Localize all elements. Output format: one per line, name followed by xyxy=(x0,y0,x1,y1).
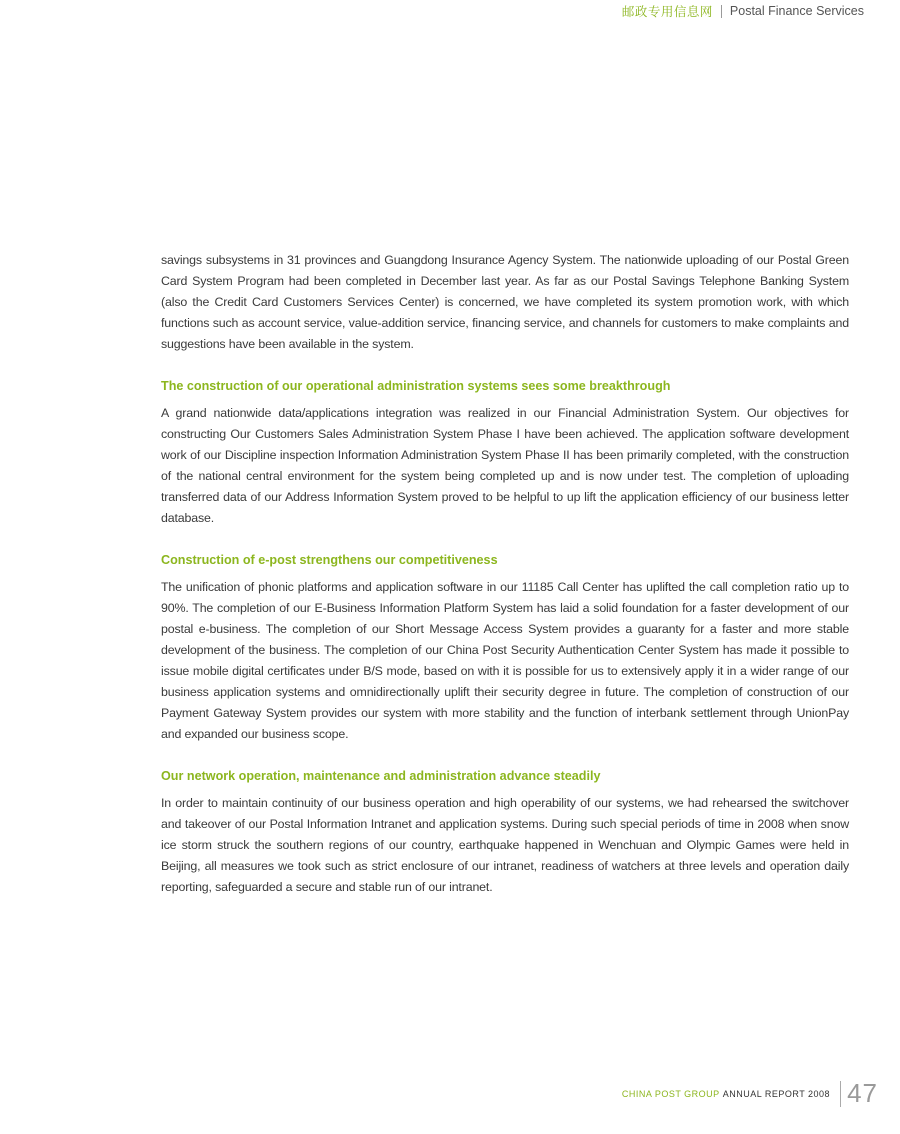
footer-report-title: ANNUAL REPORT 2008 xyxy=(722,1088,831,1099)
section-paragraph-network-operation: In order to maintain continuity of our business operation and high operability of our systems, we had rehearsed the switchover and takeover of our Postal Information Intranet and application systems. During such special periods of time in 2008 when snow ice storm struck the southern regions of our country, earthquake happened in Wenchuan and Olympic Games were held in Beijing, all measures we took such as strict enclosure of our intranet, readiness of watchers at three levels and operation daily reporting, safeguarded a secure and stable run of our intranet. xyxy=(161,796,849,894)
header-divider xyxy=(721,5,722,18)
section-heading-e-post: Construction of e-post strengthens our competitiveness xyxy=(161,553,498,567)
page-number: 47 xyxy=(847,1078,878,1108)
section-heading-operational-admin: The construction of our operational administration systems sees some breakthrough xyxy=(161,379,671,393)
section-heading-network-operation: Our network operation, maintenance and administration advance steadily xyxy=(161,769,601,783)
footer-organization: CHINA POST GROUP xyxy=(621,1088,720,1099)
footer-divider xyxy=(840,1081,841,1107)
intro-paragraph: savings subsystems in 31 provinces and Guangdong Insurance Agency System. The nationwide uploading of our Postal Green Card System Program had been completed in December last year. As far as our Postal Savings Telephone Banking System (also the Credit Card Customers Services Center) is concerned, we have completed its system promotion work, with which functions such as account service, value-addition service, financing service, and channels for customers to make complaints and suggestions have been available in the system. xyxy=(161,253,849,351)
running-header xyxy=(622,2,864,20)
page-footer xyxy=(622,1078,878,1109)
section-paragraph-e-post: The unification of phonic platforms and application software in our 11185 Call Center has uplifted the call completion ratio up to 90%. The completion of our E-Business Information Platform System has laid a solid foundation for a faster development of our postal e-business. The completion of our Short Message Access System provides a guaranty for a faster and more stable development of the business. The completion of our China Post Security Authentication Center System has made it possible to issue mobile digital certificates under B/S mode, based on with it is possible for us to extensively apply it in a wider range of our business application systems and omnidirectionally uplift their security degree in future. The completion of construction of our Payment Gateway System provides our system with more stability and the function of interbank settlement through UnionPay and expanded our business scope. xyxy=(161,580,849,741)
section-paragraph-operational-admin: A grand nationwide data/applications integration was realized in our Financial Administration System. Our objectives for constructing Our Customers Sales Administration System Phase I have been achieved. The application software development work of our Discipline inspection Information Administration System Phase II has been primarily completed, with the construction of the national central environment for the system being completed up and is now under test. The completion of uploading transferred data of our Address Information System proved to be helpful to up lift the application efficiency of our business letter database. xyxy=(161,406,849,525)
section-title-chinese: 邮政专用信息网 xyxy=(621,5,713,19)
main-content xyxy=(161,250,849,898)
section-title-english: Postal Finance Services xyxy=(729,4,864,18)
